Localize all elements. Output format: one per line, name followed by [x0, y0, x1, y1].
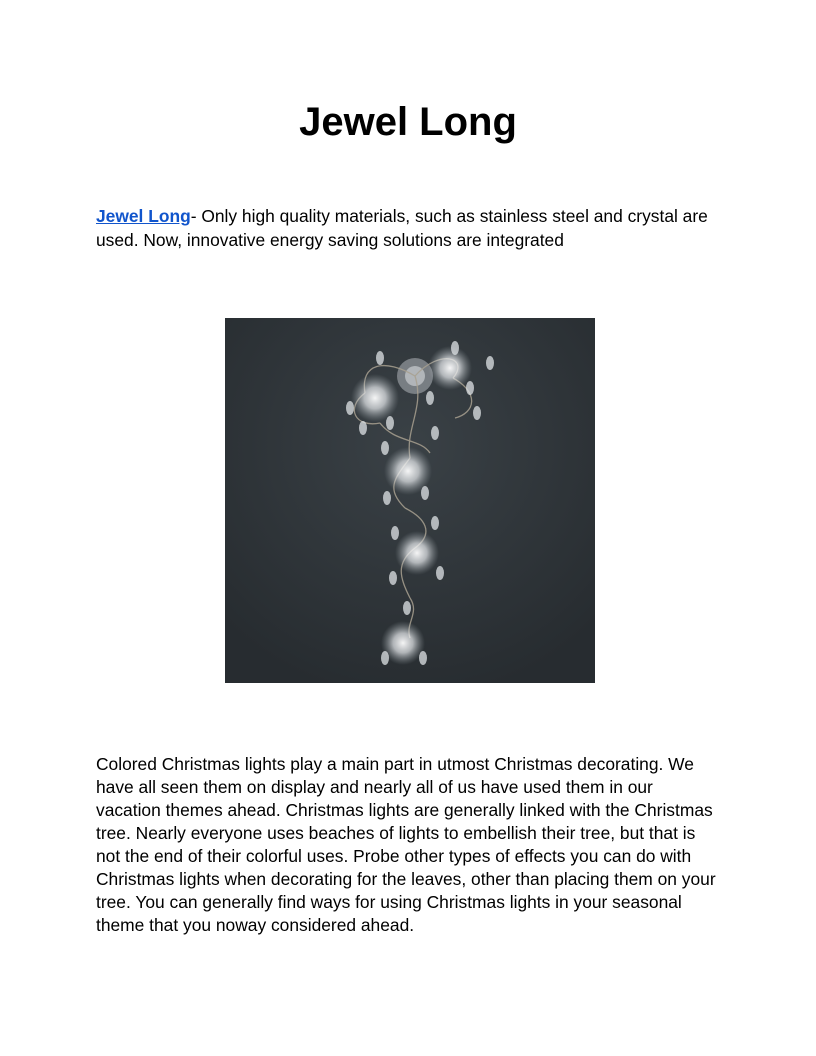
crystal-chandelier-icon: [225, 318, 595, 683]
intro-paragraph: [96, 204, 720, 252]
body-paragraph: Colored Christmas lights play a main part in utmost Christmas decorating. We have all seen them on display and nearly all of us have used them in our vacation themes ahead. Christmas lights are generally linked with the Christmas tree. Nearly everyone uses beaches of lights to embellish their tree, but that is not the end of their colorful uses. Probe other types of effects you can do with Christmas lights when decorating for the leaves, other than placing them on your tree. You can generally find ways for using Christmas lights in your seasonal theme that you noway considered ahead.: [96, 754, 716, 935]
page-title: Jewel Long: [299, 100, 517, 144]
jewel-long-link[interactable]: Jewel Long: [96, 206, 191, 226]
intro-text: - Only high quality materials, such as stainless steel and crystal are used. Now, innovative energy saving solutions are integrated: [96, 206, 708, 250]
chandelier-photo: [225, 318, 595, 683]
